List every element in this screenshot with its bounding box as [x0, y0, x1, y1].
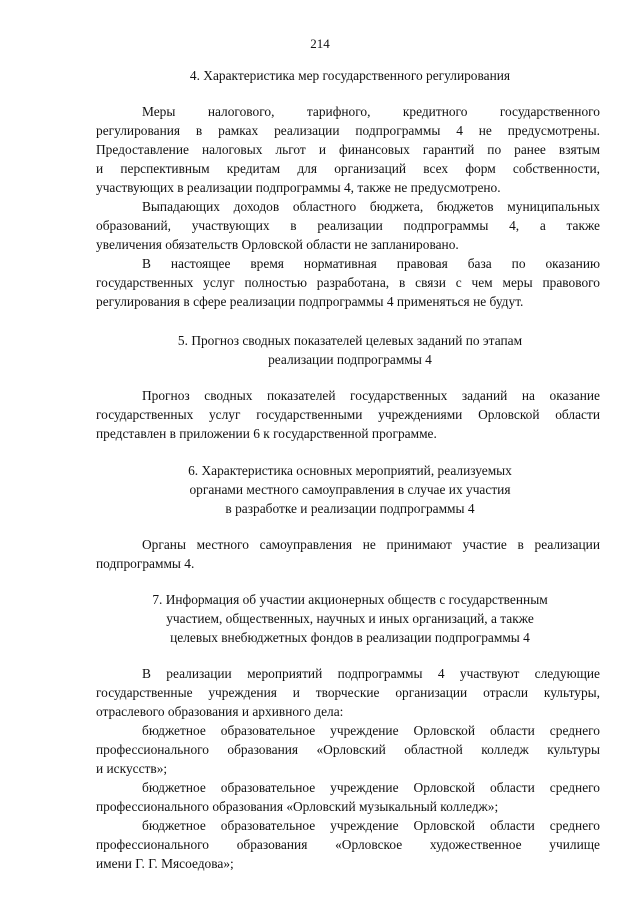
text-line: бюджетное образовательное учреждение Орловской области среднего	[142, 818, 600, 833]
section-4-heading: 4. Характеристика мер государственного регулирования	[189, 68, 511, 83]
text-line: подпрограммы 4.	[96, 556, 195, 571]
text-line: государственных услуг государственными учреждениями Орловской области	[96, 407, 600, 422]
text-line: представлен в приложении 6 к государственной программе.	[96, 426, 437, 441]
text-line: образований, участвующих в реализации подпрограммы 4, а также	[96, 218, 600, 233]
text-line: отраслевого образования и архивного дела:	[96, 704, 344, 719]
text-line: профессионального образования «Орловский музыкальный колледж»;	[96, 799, 499, 814]
text-line: бюджетное образовательное учреждение Орловской области среднего	[142, 780, 600, 795]
section-7-heading: участием, общественных, научных и иных организаций, а также	[166, 611, 534, 626]
section-6-heading: 6. Характеристика основных мероприятий, реализуемых	[188, 463, 512, 478]
text-line: Предоставление налоговых льгот и финансовых гарантий по ранее взятым	[96, 142, 600, 157]
section-7-heading: 7. Информация об участии акционерных обществ с государственным	[152, 592, 548, 607]
section-5-heading: 5. Прогноз сводных показателей целевых заданий по этапам	[177, 333, 523, 348]
text-line: государственные учреждения и творческие организации отрасли культуры,	[96, 685, 600, 700]
text-line: В настоящее время нормативная правовая база по оказанию	[142, 256, 600, 271]
section-6-heading: органами местного самоуправления в случае их участия	[189, 482, 511, 497]
section-6-heading: в разработке и реализации подпрограммы 4	[225, 501, 475, 516]
text-line: профессионального образования «Орловское художественное училище	[96, 837, 600, 852]
text-line: и искусств»;	[96, 761, 168, 776]
text-line: государственных услуг полностью разработана, в связи с чем меры правового	[96, 275, 600, 290]
text-line: регулирования в сфере реализации подпрограммы 4 применяться не будут.	[96, 294, 524, 309]
text-line: бюджетное образовательное учреждение Орловской области среднего	[142, 723, 600, 738]
text-line: Меры налогового, тарифного, кредитного государственного	[142, 104, 600, 119]
text-line: имени Г. Г. Мясоедова»;	[96, 856, 234, 871]
text-line: Выпадающих доходов областного бюджета, бюджетов муниципальных	[142, 199, 600, 214]
text-line: и перспективным кредитам для организаций всех форм собственности,	[96, 161, 600, 176]
section-5-heading: реализации подпрограммы 4	[268, 352, 432, 367]
page-number: 214	[310, 36, 330, 51]
text-line: увеличения обязательств Орловской области не запланировано.	[96, 237, 459, 252]
text-line: регулирования в рамках реализации подпрограммы 4 не предусмотрены.	[96, 123, 600, 138]
text-line: Органы местного самоуправления не принимают участие в реализации	[142, 537, 600, 552]
text-line: В реализации мероприятий подпрограммы 4 участвуют следующие	[142, 666, 600, 681]
text-line: Прогноз сводных показателей государственных заданий на оказание	[142, 388, 600, 403]
section-7-heading: целевых внебюджетных фондов в реализации подпрограммы 4	[170, 630, 530, 645]
text-line: профессионального образования «Орловский областной колледж культуры	[96, 742, 600, 757]
text-line: участвующих в реализации подпрограммы 4, также не предусмотрено.	[96, 180, 501, 195]
